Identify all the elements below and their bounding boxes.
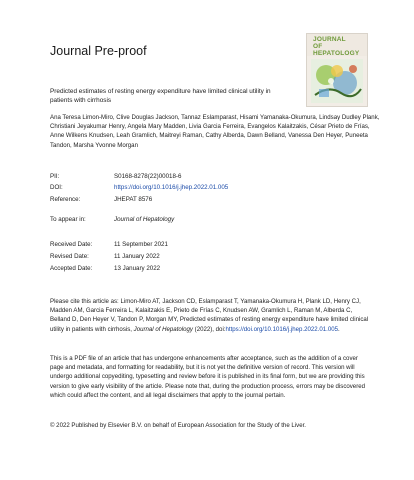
cover-title-line2: OF HEPATOLOGY bbox=[313, 43, 360, 57]
citation-paragraph bbox=[50, 297, 372, 334]
citation-journal: Journal of Hepatology bbox=[133, 325, 193, 333]
cover-artwork bbox=[311, 59, 363, 103]
citation-end: . bbox=[338, 325, 340, 333]
cover-title-line1: JOURNAL bbox=[313, 36, 346, 43]
page-header-title: Journal Pre-proof bbox=[50, 44, 147, 58]
revised-value: 11 January 2022 bbox=[114, 253, 160, 260]
accepted-label: Accepted Date: bbox=[50, 265, 93, 272]
accepted-value: 13 January 2022 bbox=[114, 265, 161, 272]
citation-year-doi: (2022), doi: bbox=[194, 325, 226, 333]
appear-in-value: Journal of Hepatology bbox=[114, 216, 175, 223]
article-authors: Ana Teresa Limon-Miro, Clive Douglas Jackson, Tannaz Eslamparast, Hisami Yamanaka-Okumura, Lindsay Dudley Plank, Christiani Jeyakumar Henry, Angela Mary Madden, Livia Garcia Ferreira, Evangelos Kalaitzakis, César Prieto de Frías, Anne Wilkens Knudsen, Leah Gramlich, Maitreyi Raman, Cathy Alberda, Dawn Belland, Vanessa Den Heyer, Puneeta Tandon, Marsha Yvonne Morgan bbox=[50, 114, 380, 149]
copyright-notice: © 2022 Published by Elsevier B.V. on behalf of European Association for the Study of the Liver. bbox=[50, 422, 306, 429]
received-value: 11 September 2021 bbox=[114, 241, 168, 248]
revised-label: Revised Date: bbox=[50, 253, 89, 260]
journal-cover-image bbox=[306, 33, 368, 107]
reference-label: Reference: bbox=[50, 196, 81, 203]
preproof-notice: This is a PDF file of an article that has undergone enhancements after acceptance, such as the addition of a cover page and metadata, and formatting for readability, but it is not yet the definitive version of record. This version will undergo additional copyediting, typesetting and review before it is published in its final form, but we are providing this version to give early visibility of the article. Please note that, during the production process, errors may be discovered which could affect the content, and all legal disclaimers that apply to the journal pertain. bbox=[50, 355, 366, 399]
citation-doi-link[interactable]: https://doi.org/10.1016/j.jhep.2022.01.005 bbox=[225, 325, 338, 333]
pii-label: PII: bbox=[50, 173, 60, 180]
appear-in-label: To appear in: bbox=[50, 216, 86, 223]
article-title: Predicted estimates of resting energy expenditure have limited clinical utility in patients with cirrhosis bbox=[50, 88, 271, 104]
received-label: Received Date: bbox=[50, 241, 93, 248]
doi-label: DOI: bbox=[50, 184, 63, 191]
doi-link[interactable]: https://doi.org/10.1016/j.jhep.2022.01.005 bbox=[114, 184, 229, 191]
citation-text: Please cite this article as: Limon-Miro AT, Jackson CD, Eslamparast T, Yamanaka-Okumura H, Plank LD, Henry CJ, Madden AM, Garcia Ferreira L, Kalaitzakis E, Prieto de Frías C, Knudsen AW, Gramlich L, Raman M, Alberda C, Belland D, Den Heyer V, Tandon P, Morgan MY, Predicted estimates of resting energy expenditure have limited clinical utility in patients with cirrhosis, bbox=[50, 298, 369, 333]
pii-value: S0168-8278(22)00018-6 bbox=[114, 173, 182, 180]
reference-value: JHEPAT 8576 bbox=[114, 196, 153, 203]
